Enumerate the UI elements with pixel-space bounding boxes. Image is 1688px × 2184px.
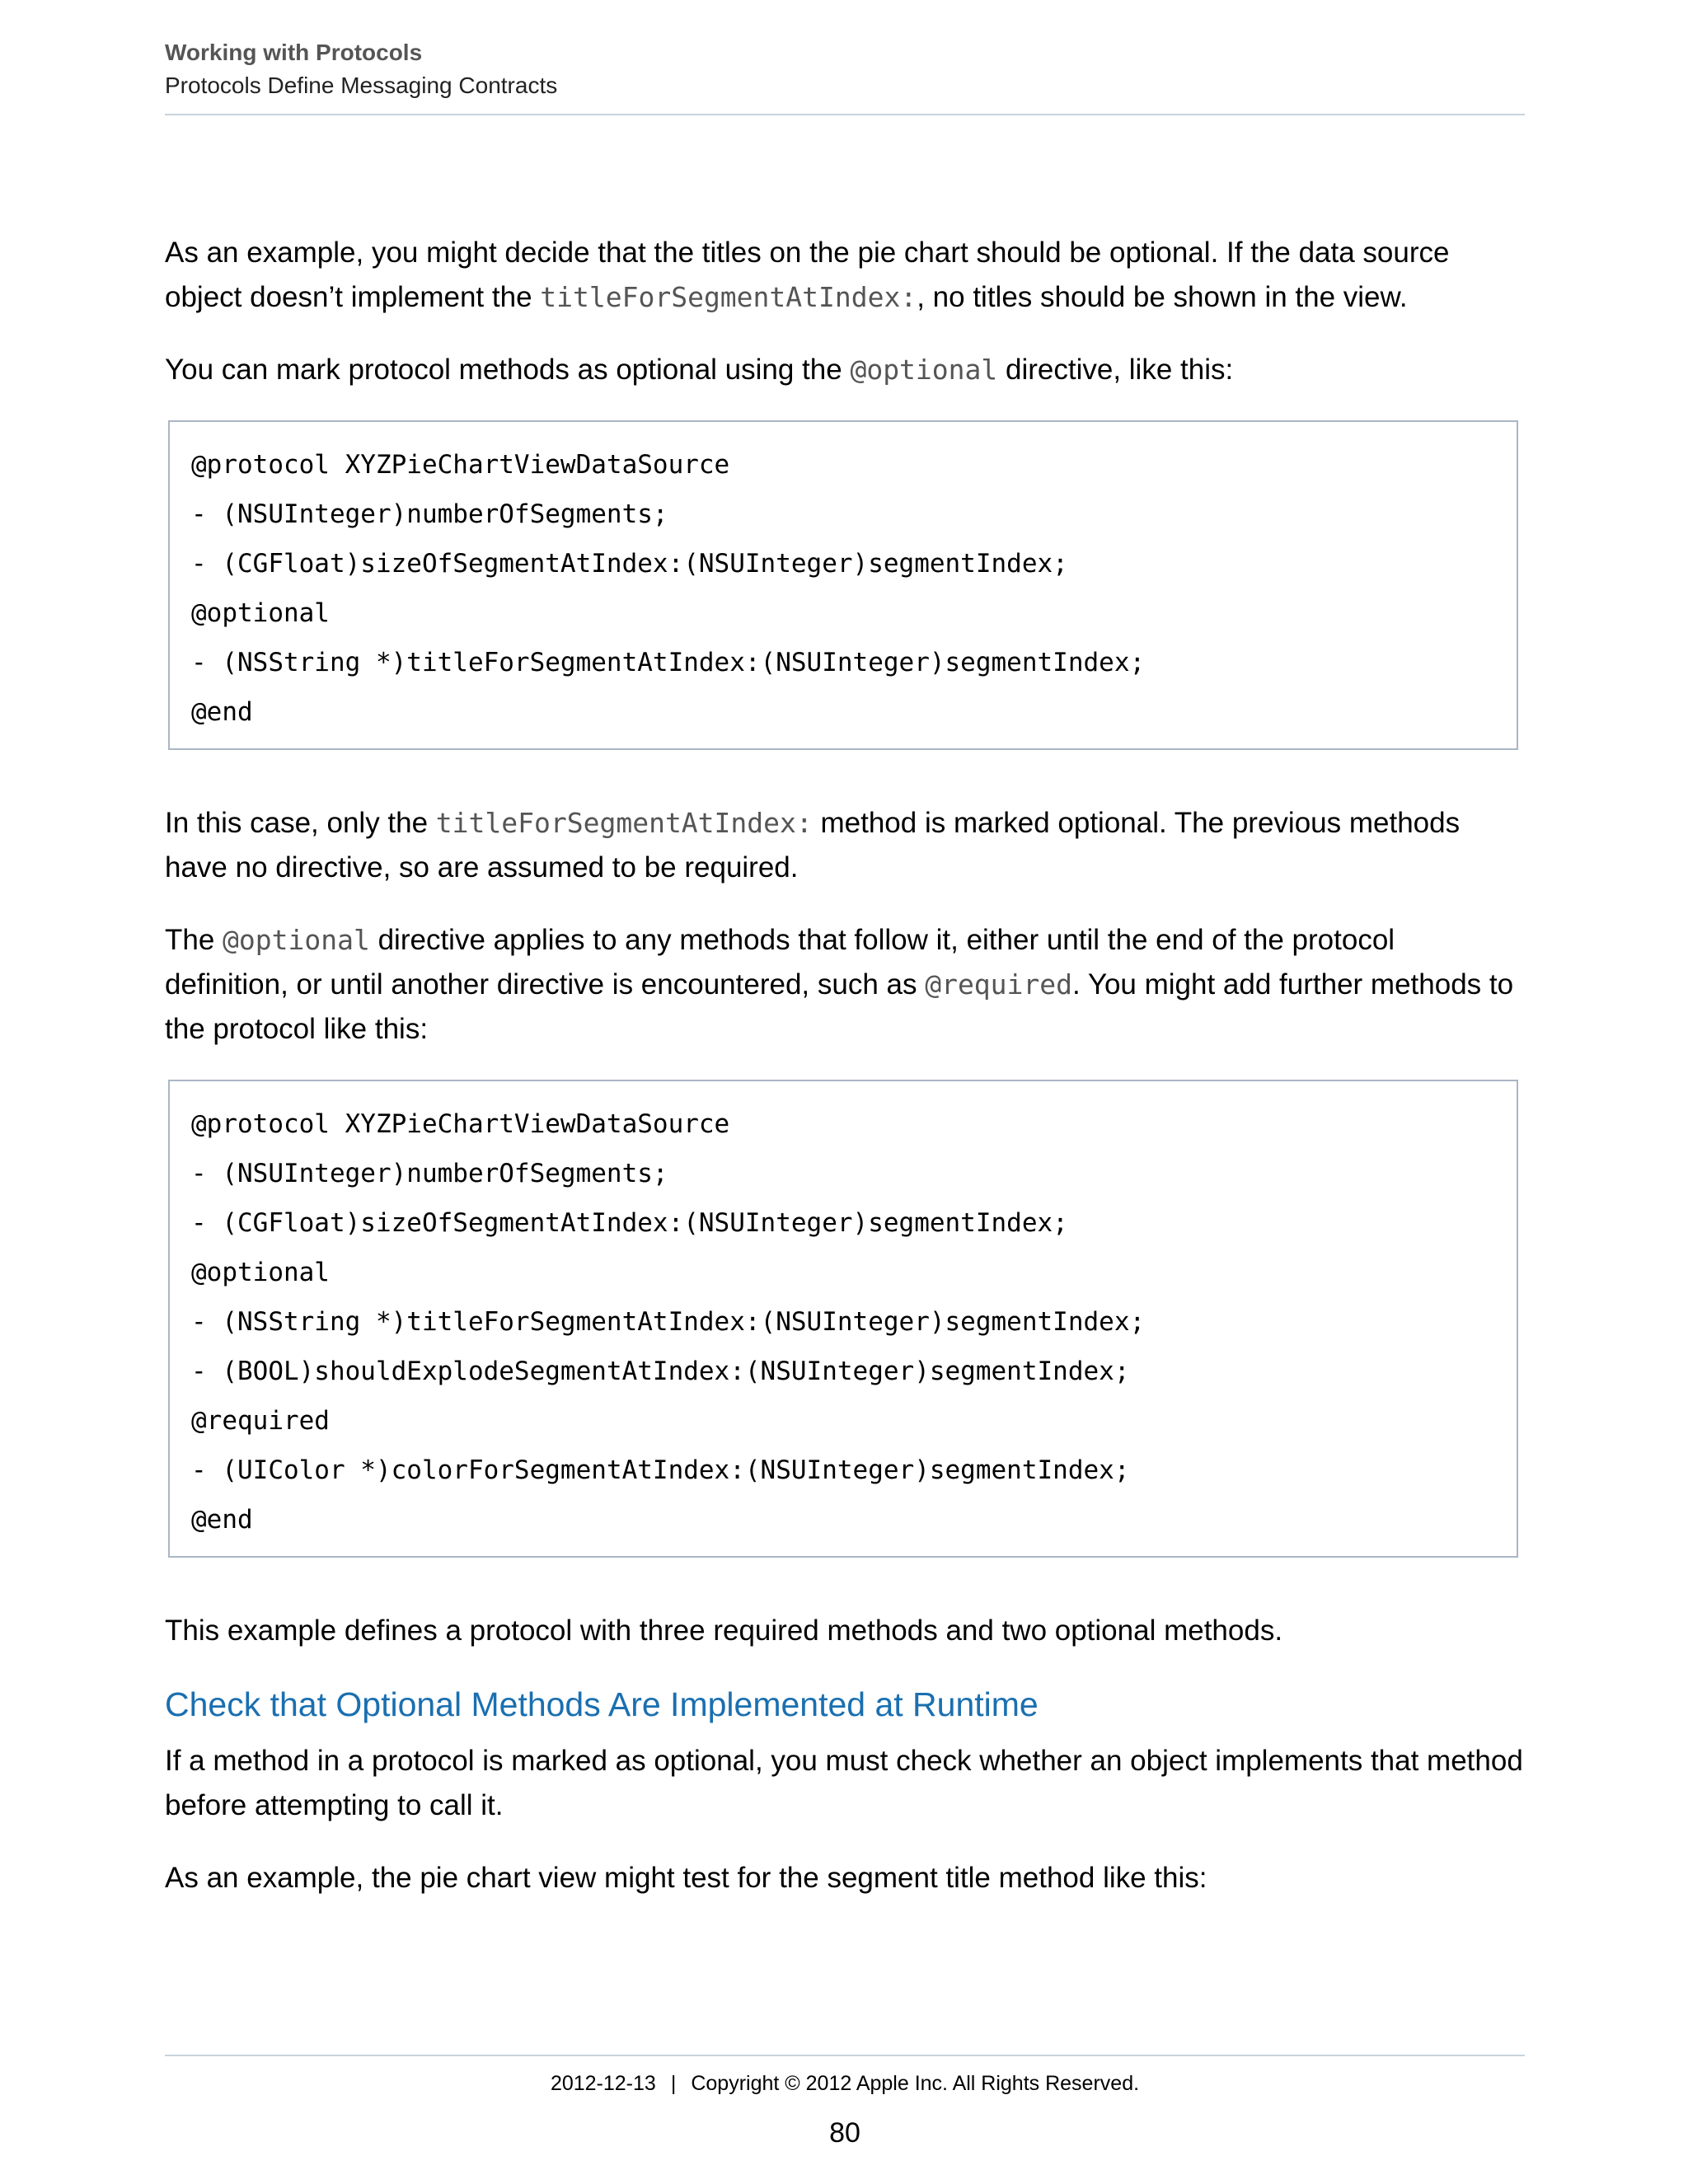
inline-code: @optional (223, 924, 370, 956)
section-heading: Check that Optional Methods Are Implemented at Runtime (165, 1685, 1039, 1723)
code-line: @end (191, 1505, 253, 1535)
paragraph-example-summary: This example defines a protocol with three required methods and two optional methods. (165, 1615, 1283, 1647)
paragraph-only-title-optional (165, 801, 1525, 890)
paragraph-text: You can mark protocol methods as optional using the (165, 354, 851, 386)
code-line: @protocol XYZPieChartViewDataSource (191, 450, 730, 480)
footer-date: 2012-12-13 (550, 2072, 656, 2095)
code-line: @optional (191, 598, 330, 628)
paragraph-text: As an example, you might decide that the titles on the pie chart should be optional. If the data source object doesn’t implement the (165, 237, 1450, 313)
code-line: - (UIColor *)colorForSegmentAtIndex:(NSUInteger)segmentIndex; (191, 1455, 1130, 1485)
code-line: - (NSString *)titleForSegmentAtIndex:(NSUInteger)segmentIndex; (191, 648, 1146, 677)
inline-code: titleForSegmentAtIndex: (435, 807, 813, 839)
paragraph-pie-chart-test: As an example, the pie chart view might test for the segment title method like this: (165, 1862, 1207, 1894)
page-number: 80 (829, 2117, 860, 2149)
code-line: @protocol XYZPieChartViewDataSource (191, 1109, 730, 1139)
inline-code: @required (925, 968, 1073, 1001)
paragraph-mark-optional (165, 348, 1525, 392)
code-line: - (BOOL)shouldExplodeSegmentAtIndex:(NSUInteger)segmentIndex; (191, 1357, 1130, 1386)
code-line: @end (191, 697, 253, 727)
code-line: - (CGFloat)sizeOfSegmentAtIndex:(NSUInteger)segmentIndex; (191, 1208, 1068, 1238)
inline-code: @optional (850, 354, 998, 386)
header-section-title: Protocols Define Messaging Contracts (165, 73, 558, 98)
header-divider (165, 114, 1525, 115)
inline-code: titleForSegmentAtIndex: (540, 281, 917, 313)
page-header (165, 36, 1525, 102)
paragraph-text: method is marked optional. The previous methods have no directive, so are assumed to be required. (165, 807, 1461, 883)
code-line: @optional (191, 1258, 330, 1287)
page-footer (165, 2069, 1525, 2098)
code-line: @required (191, 1406, 330, 1436)
paragraph-optional-titles (165, 231, 1525, 320)
code-block-required-example (168, 1080, 1518, 1558)
code-line: - (NSUInteger)numberOfSegments; (191, 1159, 668, 1188)
paragraph-text: , no titles should be shown in the view. (917, 281, 1408, 313)
paragraph-check-implementation: If a method in a protocol is marked as optional, you must check whether an object implements that method before attempting to call it. (165, 1745, 1523, 1821)
paragraph-text: . You might add further methods to the protocol like this: (165, 968, 1514, 1045)
code-line: - (NSString *)titleForSegmentAtIndex:(NSUInteger)segmentIndex; (191, 1307, 1146, 1337)
paragraph-text: The (165, 924, 223, 956)
code-line: - (NSUInteger)numberOfSegments; (191, 499, 668, 529)
paragraph-text: In this case, only the (165, 807, 436, 839)
footer-copyright: Copyright © 2012 Apple Inc. All Rights Reserved. (691, 2072, 1140, 2095)
footer-divider (165, 2055, 1525, 2056)
code-line: - (CGFloat)sizeOfSegmentAtIndex:(NSUInteger)segmentIndex; (191, 549, 1068, 579)
footer-separator: | (670, 2072, 677, 2095)
page-content (165, 231, 1525, 1929)
code-block-optional-example (168, 420, 1518, 750)
paragraph-text: directive, like this: (997, 354, 1234, 386)
header-chapter-title: Working with Protocols (165, 40, 423, 65)
paragraph-directive-scope (165, 918, 1525, 1052)
paragraph-text: directive applies to any methods that follow it, either until the end of the protocol definition, or until another directive is encountered, such as (165, 924, 1395, 1001)
